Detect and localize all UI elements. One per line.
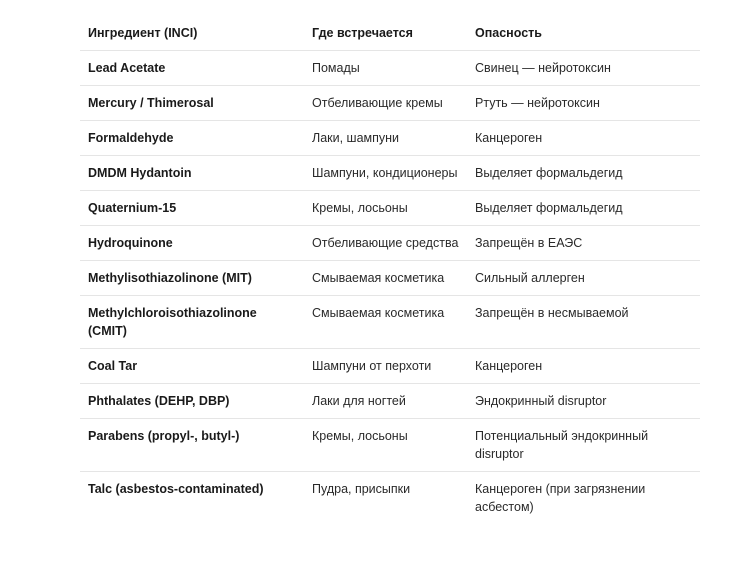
danger-cell: Сильный аллерген bbox=[467, 261, 700, 296]
usage-cell: Кремы, лосьоны bbox=[304, 191, 467, 226]
ingredient-cell: Parabens (propyl-, butyl-) bbox=[80, 419, 304, 472]
table-row bbox=[80, 261, 700, 296]
ingredients-table-container bbox=[80, 16, 700, 524]
table-row bbox=[80, 121, 700, 156]
table-row bbox=[80, 419, 700, 472]
table-row bbox=[80, 86, 700, 121]
usage-cell: Лаки, шампуни bbox=[304, 121, 467, 156]
table-row bbox=[80, 191, 700, 226]
ingredient-cell: Formaldehyde bbox=[80, 121, 304, 156]
danger-cell: Запрещён в ЕАЭС bbox=[467, 226, 700, 261]
ingredient-cell: Mercury / Thimerosal bbox=[80, 86, 304, 121]
danger-cell: Потенциальный эндокринный disruptor bbox=[467, 419, 700, 472]
danger-cell: Канцероген bbox=[467, 121, 700, 156]
danger-cell: Выделяет формальдегид bbox=[467, 191, 700, 226]
danger-cell: Ртуть — нейротоксин bbox=[467, 86, 700, 121]
usage-cell: Отбеливающие кремы bbox=[304, 86, 467, 121]
danger-cell: Канцероген bbox=[467, 349, 700, 384]
usage-cell: Лаки для ногтей bbox=[304, 384, 467, 419]
table-row bbox=[80, 226, 700, 261]
table-row bbox=[80, 156, 700, 191]
danger-cell: Канцероген (при загрязнении асбестом) bbox=[475, 482, 646, 514]
table-row bbox=[80, 349, 700, 384]
danger-cell: Свинец — нейротоксин bbox=[467, 51, 700, 86]
ingredient-cell: Coal Tar bbox=[80, 349, 304, 384]
usage-cell: Пудра, присыпки bbox=[312, 482, 411, 496]
ingredient-cell: Quaternium-15 bbox=[80, 191, 304, 226]
ingredient-cell: DMDM Hydantoin bbox=[80, 156, 304, 191]
danger-cell: Запрещён в несмываемой bbox=[467, 296, 700, 349]
ingredient-cell: Talc (asbestos-contaminated) bbox=[88, 482, 264, 496]
usage-cell: Помады bbox=[304, 51, 467, 86]
table-row bbox=[80, 51, 700, 86]
header-usage: Где встречается bbox=[304, 16, 467, 51]
ingredients-table bbox=[80, 16, 700, 524]
table-row bbox=[80, 472, 700, 525]
ingredient-cell: Phthalates (DEHP, DBP) bbox=[80, 384, 304, 419]
usage-cell: Шампуни, кондиционеры bbox=[304, 156, 467, 191]
usage-cell: Смываемая косметика bbox=[304, 296, 467, 349]
table-row bbox=[80, 384, 700, 419]
usage-cell: Кремы, лосьоны bbox=[304, 419, 467, 472]
ingredient-cell: Lead Acetate bbox=[80, 51, 304, 86]
usage-cell: Смываемая косметика bbox=[304, 261, 467, 296]
danger-cell: Эндокринный disruptor bbox=[467, 384, 700, 419]
danger-cell: Выделяет формальдегид bbox=[467, 156, 700, 191]
header-danger: Опасность bbox=[467, 16, 700, 51]
table-row bbox=[80, 296, 700, 349]
ingredient-cell: Methylisothiazolinone (MIT) bbox=[80, 261, 304, 296]
header-ingredient: Ингредиент (INCI) bbox=[80, 16, 304, 51]
ingredient-cell: Hydroquinone bbox=[80, 226, 304, 261]
usage-cell: Отбеливающие средства bbox=[304, 226, 467, 261]
table-header-row bbox=[80, 16, 700, 51]
usage-cell: Шампуни от перхоти bbox=[304, 349, 467, 384]
ingredient-cell: Methylchloroisothiazolinone (CMIT) bbox=[80, 296, 304, 349]
